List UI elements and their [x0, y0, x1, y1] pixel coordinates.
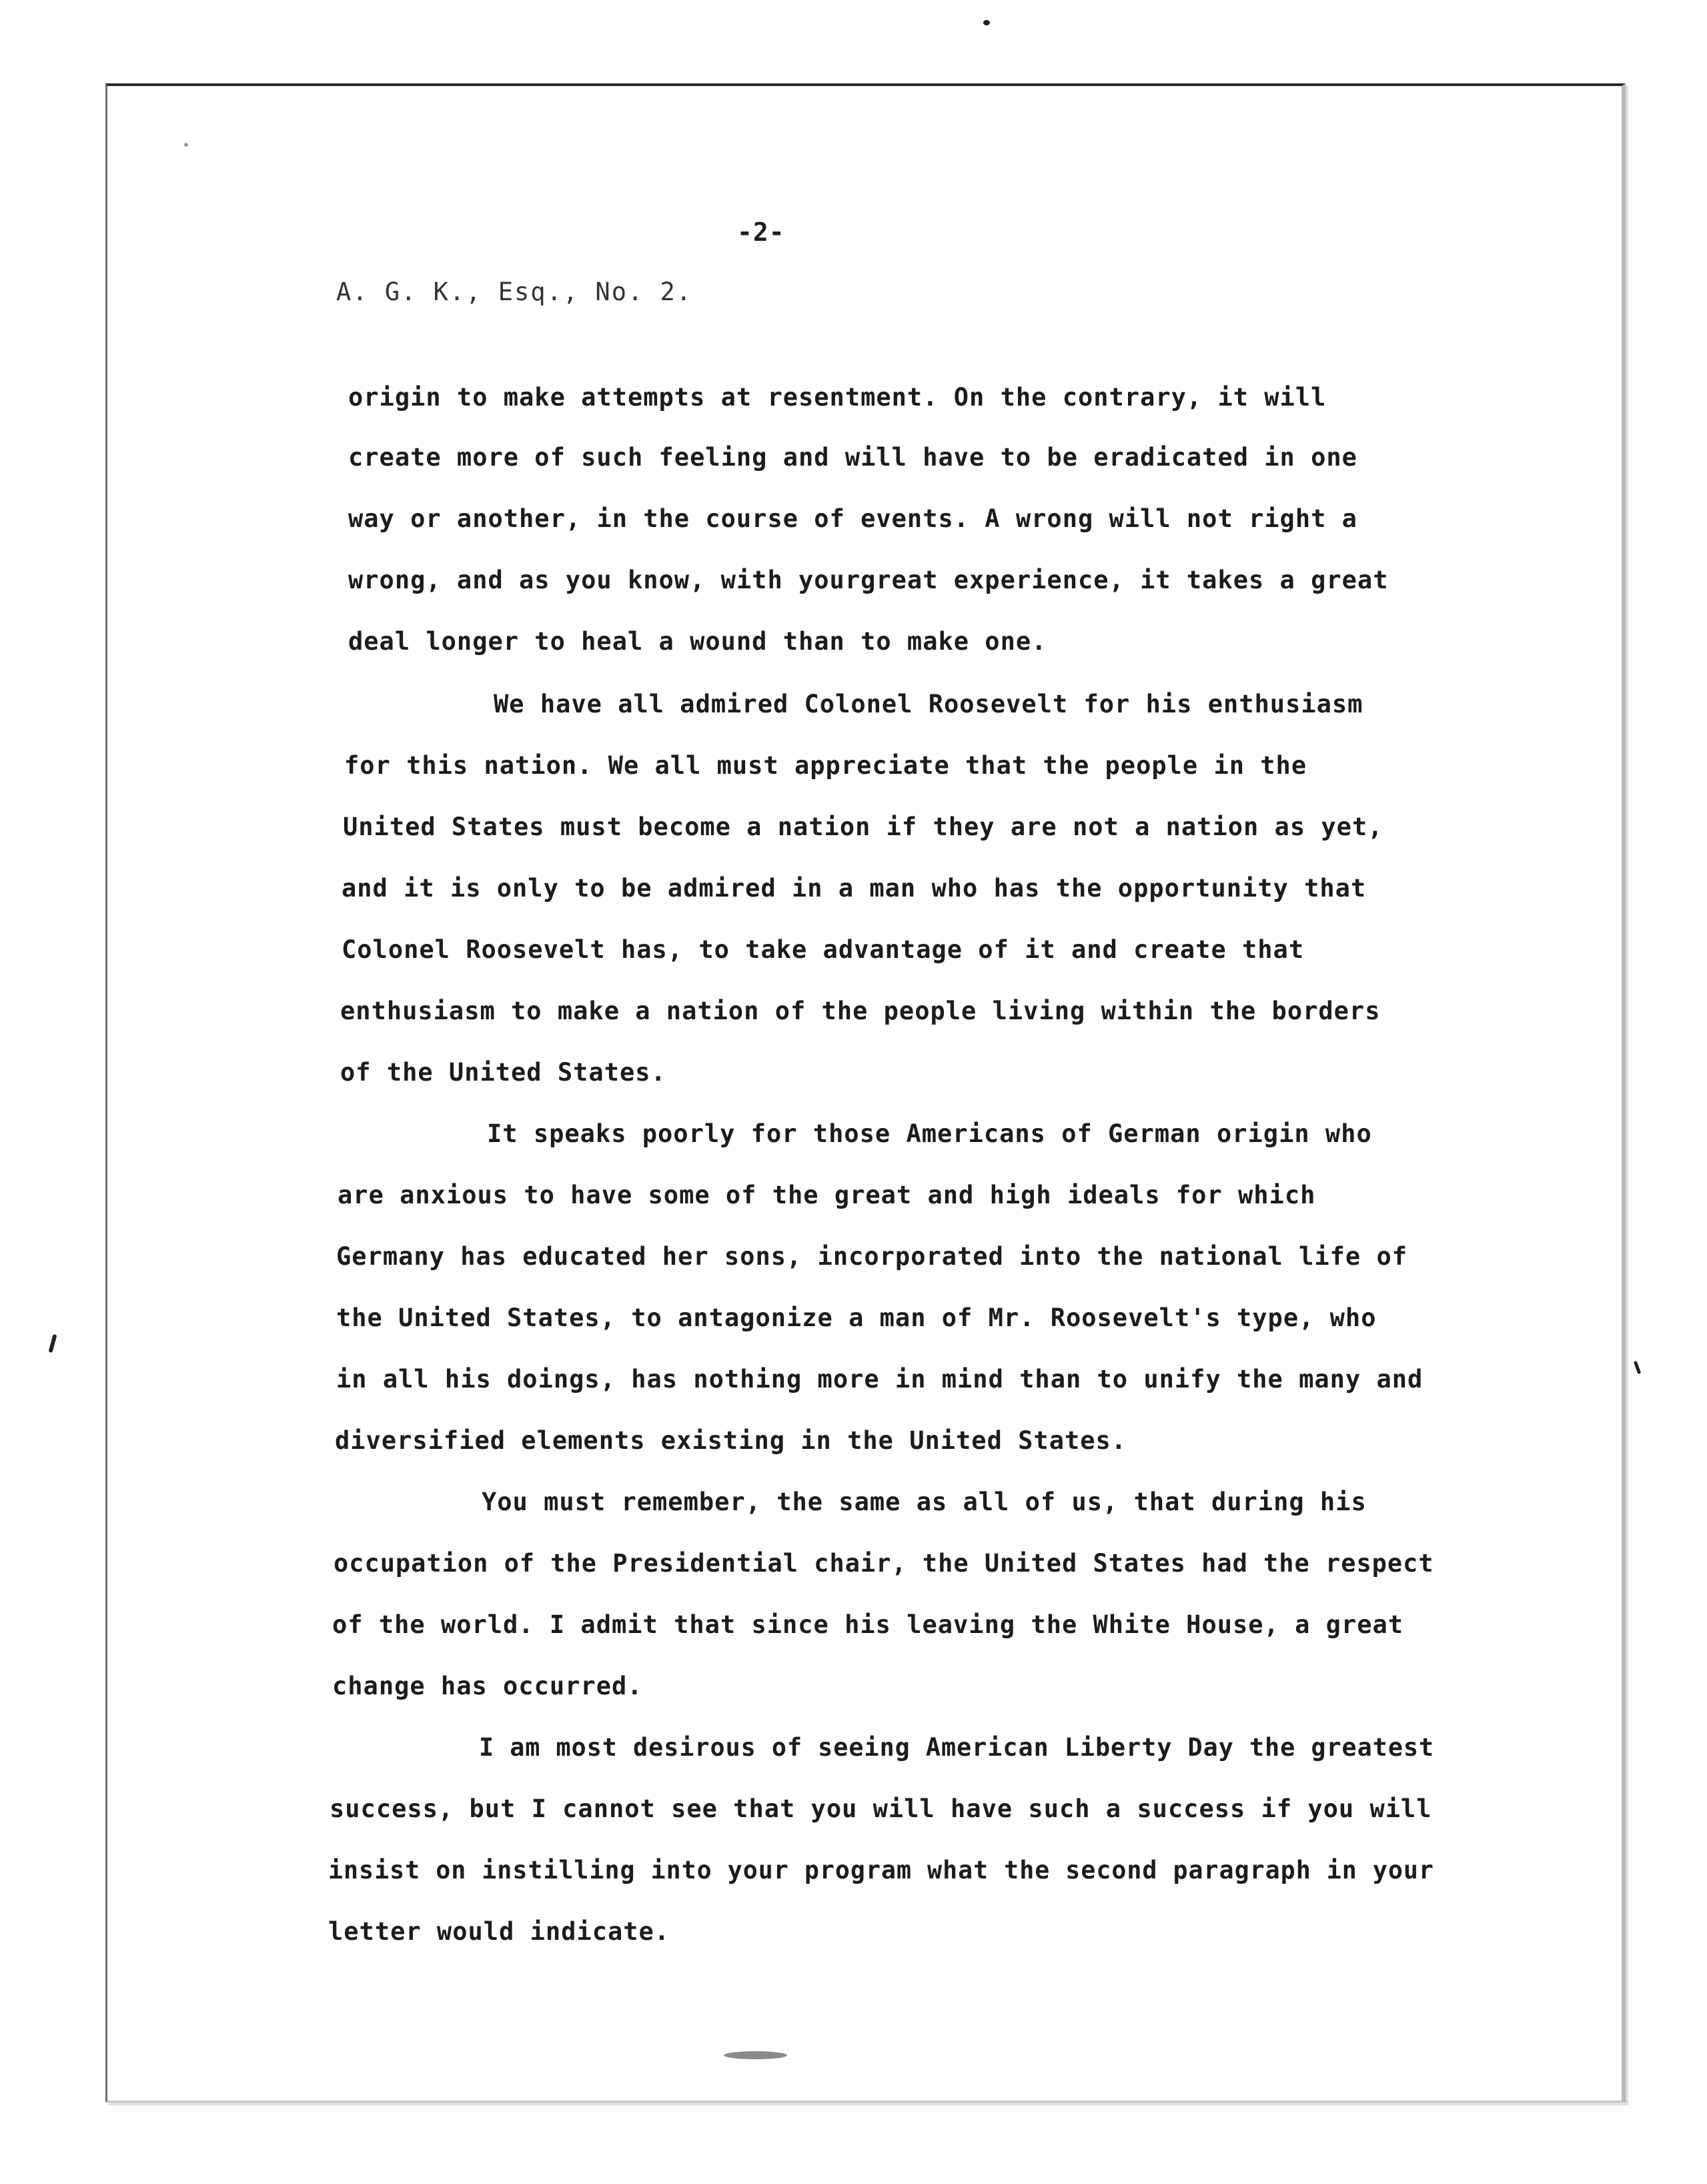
body-line: way or another, in the course of events. A wrong will not right a [348, 504, 1357, 533]
body-line: I am most desirous of seeing American Liberty Day the greatest [479, 1733, 1435, 1762]
body-line: diversified elements existing in the United States. [335, 1426, 1127, 1455]
ink-speck-left [48, 1334, 57, 1353]
body-line: deal longer to heal a wound than to make one. [348, 627, 1047, 656]
body-line: are anxious to have some of the great and high ideals for which [338, 1181, 1316, 1209]
body-line: You must remember, the same as all of us, that during his [482, 1488, 1367, 1516]
body-line: It speaks poorly for those Americans of German origin who [487, 1119, 1372, 1148]
body-line: create more of such feeling and will have to be eradicated in one [348, 443, 1357, 472]
body-line: origin to make attempts at resentment. On the contrary, it will [348, 383, 1327, 412]
body-line: occupation of the Presidential chair, the United States had the respect [334, 1549, 1434, 1578]
page-number: -2- [737, 217, 785, 247]
body-line: change has occurred. [332, 1672, 643, 1700]
ink-speck-corner [184, 143, 188, 147]
ink-speck-right [1634, 1361, 1642, 1375]
body-line: We have all admired Colonel Roosevelt for his enthusiasm [494, 690, 1363, 718]
body-line: insist on instilling into your program what the second paragraph in your [328, 1856, 1434, 1884]
body-line: for this nation. We all must appreciate that the people in the [344, 751, 1307, 780]
body-line: and it is only to be admired in a man who has the opportunity that [342, 874, 1367, 903]
body-line: Germany has educated her sons, incorporated into the national life of [336, 1242, 1408, 1271]
body-line: of the world. I admit that since his leaving the White House, a great [332, 1610, 1404, 1639]
body-line: letter would indicate. [328, 1917, 670, 1946]
body-line: enthusiasm to make a nation of the people living within the borders [340, 997, 1381, 1025]
letter-reference: A. G. K., Esq., No. 2. [336, 278, 693, 306]
body-line: the United States, to antagonize a man of Mr. Roosevelt's type, who [336, 1303, 1377, 1332]
body-line: in all his doings, has nothing more in mind than to unify the many and [336, 1365, 1424, 1394]
body-line: United States must become a nation if they are not a nation as yet, [343, 812, 1383, 841]
body-line: success, but I cannot see that you will have such a success if you will [330, 1794, 1432, 1823]
ink-speck-top [983, 20, 990, 25]
body-line: Colonel Roosevelt has, to take advantage of it and create that [342, 935, 1305, 964]
body-line: wrong, and as you know, with yourgreat experience, it takes a great [348, 566, 1389, 594]
body-line: of the United States. [340, 1058, 666, 1087]
ink-smudge-bottom [724, 2051, 787, 2059]
